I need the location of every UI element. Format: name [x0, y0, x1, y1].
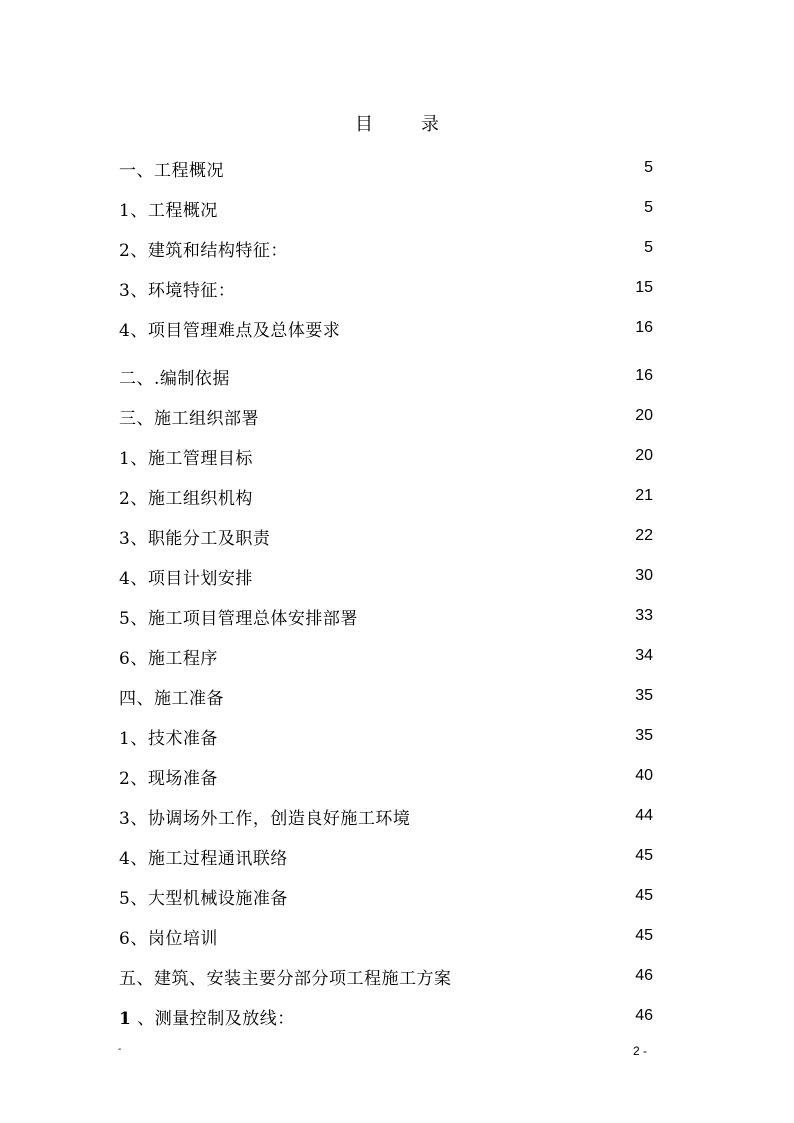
toc-entry-page: 30	[635, 567, 653, 584]
toc-entry-label: 1、技术准备	[119, 728, 218, 749]
toc-entry[interactable]	[119, 996, 653, 1036]
footer-left-mark: -	[118, 1044, 122, 1055]
toc-entry-page: 46	[635, 1007, 653, 1024]
toc-entry[interactable]	[119, 676, 653, 716]
toc-entry-label-number: 1	[119, 1008, 132, 1029]
toc-entry-page: 5	[644, 199, 653, 216]
toc-entry[interactable]	[119, 876, 653, 916]
toc-entry-page: 20	[635, 447, 653, 464]
toc-entry-label: 4、项目计划安排	[119, 568, 253, 589]
toc-entry[interactable]	[119, 716, 653, 756]
toc-list	[119, 148, 653, 1036]
toc-entry-page: 15	[635, 279, 653, 296]
toc-entry-page: 21	[635, 487, 653, 504]
toc-title-char-1: 目	[355, 114, 373, 135]
toc-entry-page: 35	[635, 727, 653, 744]
toc-entry[interactable]	[119, 228, 653, 268]
toc-entry-page: 22	[635, 527, 653, 544]
toc-entry-label: 二、.编制依据	[119, 368, 230, 389]
toc-entry-page: 20	[635, 407, 653, 424]
toc-entry[interactable]	[119, 956, 653, 996]
toc-entry-label: 3、环境特征：	[119, 280, 236, 301]
toc-entry[interactable]	[119, 556, 653, 596]
toc-entry-label: 5、施工项目管理总体安排部署	[119, 608, 358, 629]
toc-entry-page: 33	[635, 607, 653, 624]
toc-entry-label: 2、施工组织机构	[119, 488, 253, 509]
toc-entry[interactable]	[119, 268, 653, 308]
toc-entry-page: 45	[635, 927, 653, 944]
toc-entry-page: 40	[635, 767, 653, 784]
toc-entry[interactable]	[119, 188, 653, 228]
toc-title-char-2: 录	[421, 114, 439, 135]
toc-entry-label: 四、施工准备	[119, 688, 224, 709]
toc-entry-page: 16	[635, 319, 653, 336]
toc-entry[interactable]	[119, 148, 653, 188]
toc-entry-label: 三、施工组织部署	[119, 408, 259, 429]
toc-entry-label: 2、现场准备	[119, 768, 218, 789]
toc-title	[0, 110, 794, 136]
toc-entry-page: 5	[644, 159, 653, 176]
toc-entry-page: 5	[644, 239, 653, 256]
toc-entry[interactable]	[119, 636, 653, 676]
toc-entry[interactable]	[119, 396, 653, 436]
toc-entry-label: 1、工程概况	[119, 200, 218, 221]
toc-entry[interactable]	[119, 436, 653, 476]
toc-entry-page: 16	[635, 367, 653, 384]
toc-entry-label: 4、项目管理难点及总体要求	[119, 320, 341, 341]
toc-entry-label	[119, 1004, 295, 1029]
toc-entry-label: 6、岗位培训	[119, 928, 218, 949]
toc-entry-page: 34	[635, 647, 653, 664]
toc-entry-label: 1、施工管理目标	[119, 448, 253, 469]
toc-entry-page: 45	[635, 847, 653, 864]
toc-entry[interactable]	[119, 356, 653, 396]
toc-entry-page: 46	[635, 967, 653, 984]
toc-entry-label-text: 、测量控制及放线：	[131, 1008, 295, 1029]
toc-entry-label: 5、大型机械设施准备	[119, 888, 288, 909]
toc-entry-page: 35	[635, 687, 653, 704]
toc-entry[interactable]	[119, 836, 653, 876]
toc-entry-label: 2、建筑和结构特征：	[119, 240, 288, 261]
toc-entry-label: 3、职能分工及职责	[119, 528, 271, 549]
toc-entry-label: 4、施工过程通讯联络	[119, 848, 288, 869]
toc-entry-label: 6、施工程序	[119, 648, 218, 669]
toc-entry[interactable]	[119, 596, 653, 636]
toc-entry[interactable]	[119, 796, 653, 836]
toc-entry-page: 45	[635, 887, 653, 904]
toc-entry[interactable]	[119, 516, 653, 556]
toc-entry-page: 44	[635, 807, 653, 824]
toc-entry-label: 一、工程概况	[119, 160, 224, 181]
toc-entry-label: 3、协调场外工作，创造良好施工环境	[119, 808, 411, 829]
footer-page-number: 2 -	[633, 1044, 648, 1058]
toc-entry[interactable]	[119, 916, 653, 956]
toc-entry[interactable]	[119, 756, 653, 796]
toc-entry-label: 五、建筑、安装主要分部分项工程施工方案	[119, 968, 452, 989]
toc-entry[interactable]	[119, 308, 653, 348]
toc-entry[interactable]	[119, 476, 653, 516]
